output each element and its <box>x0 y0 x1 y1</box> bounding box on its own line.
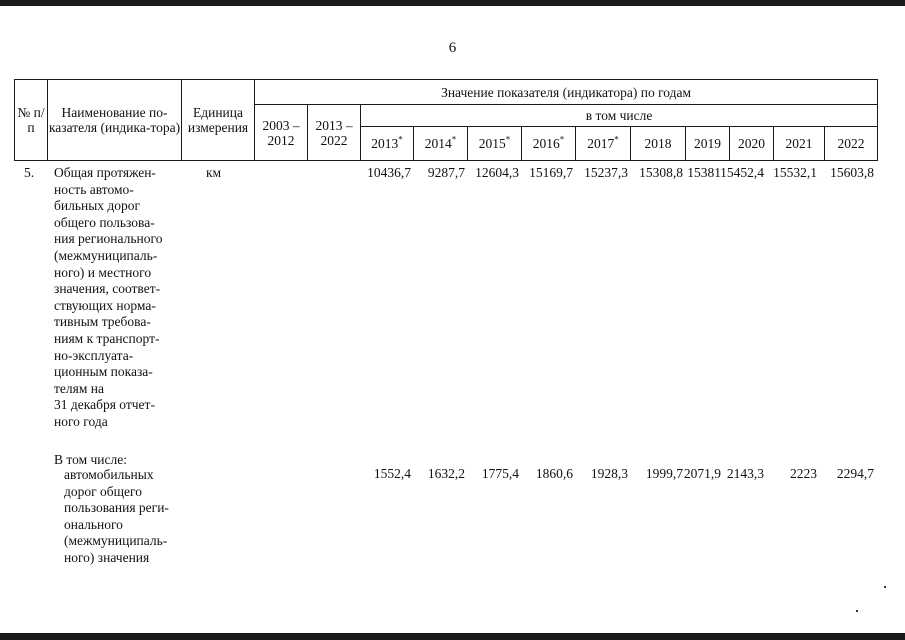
name-line: ционным показа- <box>54 364 153 380</box>
name-line: ность автомо- <box>54 181 134 197</box>
name-line: пользования реги- <box>64 500 169 516</box>
name-line: ниям к транспорт- <box>54 330 160 346</box>
value-cell: 2294,7 <box>836 466 874 481</box>
header-year-2022: 2022 <box>825 127 878 161</box>
value-cell: 15308,8 <box>639 165 683 180</box>
value-cell: 2143,3 <box>726 466 764 481</box>
header-col-number: № п/п <box>15 80 48 161</box>
value-cell: 12604,3 <box>475 165 519 180</box>
header-period: 2013 – 2022 <box>308 105 361 161</box>
name-line: (межмуниципаль- <box>54 247 158 263</box>
name-line: ного) значения <box>64 549 150 565</box>
value-cell: 15452,4 <box>720 165 764 180</box>
header-year-2017: 2017* <box>576 127 631 161</box>
header-year-2021: 2021 <box>774 127 825 161</box>
header-year-2015: 2015* <box>468 127 522 161</box>
value-cell: 15603,8 <box>830 165 874 180</box>
page-number: 6 <box>448 40 457 56</box>
name-line: автомобильных <box>64 467 154 482</box>
name-line: ния регионального <box>54 231 163 247</box>
name-line: Общая протяжен- <box>54 165 156 180</box>
value-cell: 1775,4 <box>481 466 519 481</box>
header-period: 2003 – 2012 <box>255 105 308 161</box>
header-col-name: Наименование по-казателя (индика-тора) <box>48 80 182 161</box>
name-line: онального <box>64 516 123 532</box>
value-cell: 1928,3 <box>590 466 628 481</box>
top-border-line <box>0 0 905 6</box>
header-including: в том числе <box>361 105 878 127</box>
header-year-2014: 2014* <box>414 127 468 161</box>
value-cell: 15237,3 <box>584 165 628 180</box>
footnote-mark: * <box>559 134 565 145</box>
header-year-2019: 2019 <box>686 127 730 161</box>
name-line: телям на <box>54 380 104 396</box>
bottom-border-line <box>0 633 905 640</box>
indicator-name <box>54 165 184 431</box>
header-year-2016: 2016* <box>522 127 576 161</box>
value-cell: 1999,7 <box>645 466 683 481</box>
value-cell: 1860,6 <box>535 466 573 481</box>
name-line: ствующих норма- <box>54 297 156 313</box>
value-cell: 10436,7 <box>367 165 411 180</box>
name-line: значения, соответ- <box>54 281 161 297</box>
row-number: 5. <box>24 165 35 180</box>
name-line: 31 декабря отчет- <box>54 397 155 413</box>
name-line: (межмуниципаль- <box>64 533 168 549</box>
unit-cell: км <box>206 165 222 180</box>
header-col-unit: Единица измерения <box>182 80 255 161</box>
name-line: бильных дорог <box>54 198 141 214</box>
name-line: общего пользова- <box>54 214 155 230</box>
name-line: ного года <box>54 413 108 429</box>
value-cell: 1552,4 <box>373 466 411 481</box>
name-line: тивным требова- <box>54 314 151 330</box>
footnote-mark: * <box>505 134 511 145</box>
name-line: ного) и местного <box>54 264 152 280</box>
value-cell: 15532,1 <box>773 165 817 180</box>
header-year-2018: 2018 <box>631 127 686 161</box>
value-cell: 15381 <box>687 165 721 180</box>
footnote-mark: * <box>451 134 457 145</box>
subindicator-intro: В том числе: <box>54 452 127 467</box>
value-cell: 1632,2 <box>427 466 465 481</box>
header-year-2013: 2013* <box>361 127 414 161</box>
value-cell: 2071,9 <box>683 466 721 481</box>
indicator-table-header <box>14 79 878 161</box>
footnote-mark: * <box>614 134 619 145</box>
header-values-title: Значение показателя (индикатора) по годам <box>255 80 878 105</box>
value-cell: 2223 <box>790 466 817 481</box>
scan-speck <box>884 586 886 588</box>
footnote-mark: * <box>398 134 403 145</box>
scan-speck <box>856 610 858 612</box>
value-cell: 9287,7 <box>427 165 465 180</box>
name-line: но-эксплуата- <box>54 347 134 363</box>
value-cell: 15169,7 <box>529 165 573 180</box>
name-line: дорог общего <box>64 483 142 499</box>
header-year-2020: 2020 <box>730 127 774 161</box>
subindicator-name <box>64 467 184 567</box>
